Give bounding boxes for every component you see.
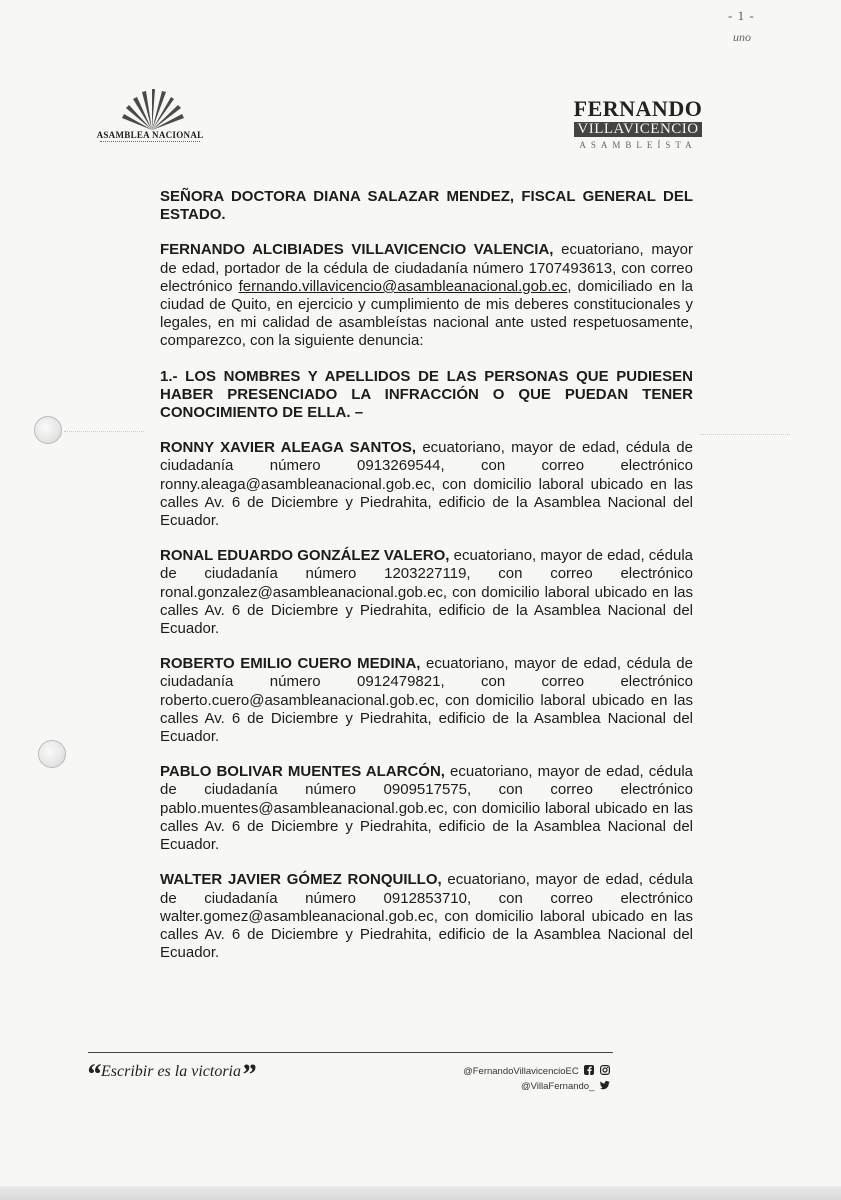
social-line-facebook (440, 1064, 610, 1079)
footer-divider (88, 1052, 613, 1053)
person-name: WALTER JAVIER GÓMEZ RONQUILLO, (160, 871, 442, 889)
person-name: PABLO BOLIVAR MUENTES ALARCÓN, (160, 763, 445, 781)
social-line-twitter (440, 1079, 610, 1094)
intro-paragraph (160, 241, 693, 350)
complainant-name: FERNANDO ALCIBIADES VILLAVICENCIO VALENCIA, (160, 241, 554, 259)
twitter-icon (600, 1080, 610, 1090)
person-entry (160, 763, 693, 854)
person-details: ecuatoriano, mayor de edad, cédula de ciudadanía número 0912479821, con correo electrónico roberto.cuero@asambleanacional.gob.ec, con domicilio laboral ubicado en las calles Av. 6 de Diciembre y Piedrahita, edificio de la Asamblea Nacional del Ecuador. (160, 655, 693, 746)
footer-social (440, 1064, 610, 1094)
asamblea-fan-icon (112, 88, 192, 132)
asamblea-nacional-logo (92, 88, 212, 148)
person-name: RONNY XAVIER ALEAGA SANTOS, (160, 439, 417, 457)
footer-motto (86, 1058, 256, 1092)
person-details: ecuatoriano, mayor de edad, cédula de ciudadanía número 0909517575, con correo electrónico pablo.muentes@asambleanacional.gob.ec, con domicilio laboral ubicado en las calles Av. 6 de Diciembre y Piedrahita, edificio de la Asamblea Nacional del Ecuador. (160, 763, 693, 854)
logo-last-name: VILLAVICENCIO (574, 122, 701, 137)
open-quote-icon: “ (86, 1058, 101, 1091)
person-entry (160, 655, 693, 746)
scan-mark-left (64, 431, 144, 432)
letter-body (160, 188, 693, 962)
motto-text: Escribir es la victoria (101, 1063, 241, 1080)
facebook-icon (584, 1065, 594, 1075)
fernando-villavicencio-logo (562, 98, 714, 148)
asamblea-logo-subline (100, 141, 200, 144)
complainant-email: fernando.villavicencio@asambleanacional.gob.ec (238, 277, 568, 295)
person-name: RONAL EDUARDO GONZÁLEZ VALERO, (160, 547, 450, 565)
person-details: ecuatoriano, mayor de edad, cédula de ciudadanía número 0913269544, con correo electrónico ronny.aleaga@asambleanacional.gob.ec, con domicilio laboral ubicado en las calles Av. 6 de Diciembre y Piedrahita, edificio de la Asamblea Nacional del Ecuador. (160, 439, 693, 530)
logo-role: ASAMBLEÍSTA (579, 140, 697, 150)
intro-text-a: ecuatoriano, mayor de edad, portador de la cédula de ciudadanía número 1707493613, con correo electrónico (160, 241, 693, 295)
punch-hole-top (34, 416, 62, 444)
scan-bottom-edge (0, 1186, 841, 1200)
person-name: ROBERTO EMILIO CUERO MEDINA, (160, 655, 421, 673)
person-entry (160, 547, 693, 638)
close-quote-icon: ” (240, 1058, 256, 1091)
instagram-icon (600, 1065, 610, 1075)
person-details: ecuatoriano, mayor de edad, cédula de ciudadanía número 0912853710, con correo electrónico walter.gomez@asambleanacional.gob.ec, con domicilio laboral ubicado en las calles Av. 6 de Diciembre y Piedrahita, edificio de la Asamblea Nacional del Ecuador. (160, 871, 693, 962)
asamblea-logo-caption: ASAMBLEA NACIONAL (96, 130, 204, 140)
section-heading: 1.- LOS NOMBRES Y APELLIDOS DE LAS PERSONAS QUE PUDIESEN HABER PRESENCIADO LA INFRACCIÓN O QUE PUEDAN TENER CONOCIMIENTO DE ELLA. – (160, 367, 693, 422)
page-number-handwritten: uno (733, 30, 751, 44)
facebook-instagram-handle: @FernandoVillavicencioEC (463, 1066, 579, 1077)
logo-first-name: FERNANDO (573, 96, 703, 121)
addressee: SEÑORA DOCTORA DIANA SALAZAR MENDEZ, FISCAL GENERAL DEL ESTADO. (160, 188, 693, 224)
intro-text-b: , domiciliado en la ciudad de Quito, en ejercicio y cumplimiento de mis deberes constitucionales y legales, en mi calidad de asambleístas nacional ante usted respetuosamente, comparezco, con la siguiente denuncia: (160, 277, 693, 350)
twitter-handle: @VillaFernando_ (520, 1081, 595, 1092)
person-entry (160, 439, 693, 530)
punch-hole-bottom (38, 740, 66, 768)
scan-mark-right (700, 434, 790, 435)
page-number-mark: - 1 - (728, 8, 755, 23)
person-details: ecuatoriano, mayor de edad, cédula de ciudadanía número 1203227119, con correo electrónico ronal.gonzalez@asambleanacional.gob.ec, con domicilio laboral ubicado en las calles Av. 6 de Diciembre y Piedrahita, edificio de la Asamblea Nacional del Ecuador. (160, 547, 693, 638)
person-entry (160, 871, 693, 962)
